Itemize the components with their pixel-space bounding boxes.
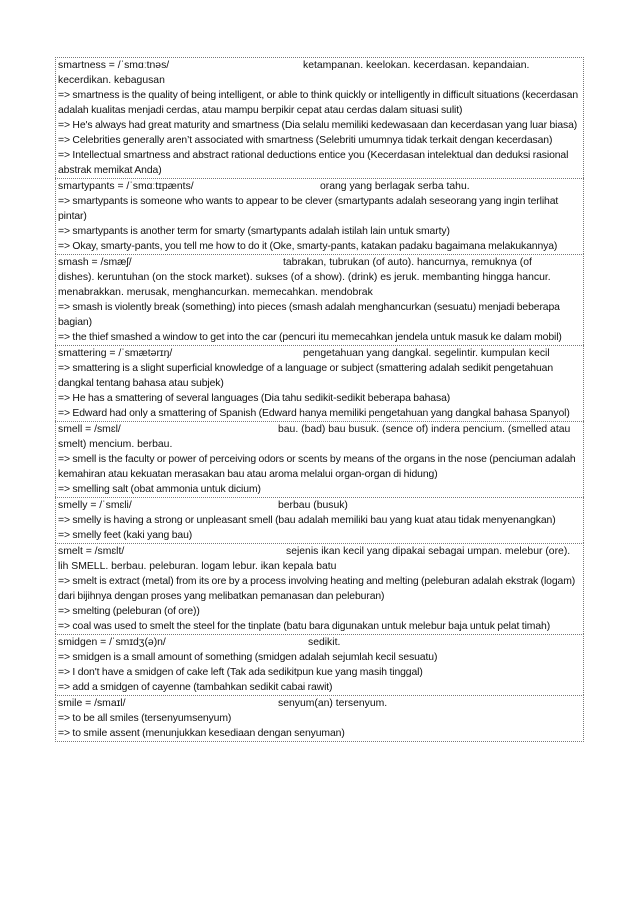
example-line: => add a smidgen of cayenne (tambahkan sedikit cabai rawit) bbox=[58, 682, 333, 693]
definition: senyum(an) tersenyum. bbox=[278, 698, 388, 709]
definition: tabrakan, tubrukan (of auto). hancurnya, remuknya (of bbox=[283, 257, 532, 268]
example-line: => He has a smattering of several languages (Dia tahu sedikit-sedikit beberapa bahasa) bbox=[58, 393, 451, 404]
definition: bau. (bad) bau busuk. (sence of) indera pencium. (smelled atau bbox=[278, 424, 571, 435]
example-line: => Intellectual smartness and abstract rational deductions entice you (Kecerdasan intelektual dan deduksi rasional abstrak memikat Anda) bbox=[58, 150, 569, 176]
definition-continuation: kecerdikan. kebagusan bbox=[58, 75, 165, 86]
entry-smelly bbox=[55, 497, 584, 543]
example-line: => Okay, smarty-pants, you tell me how to do it (Oke, smarty-pants, katakan padaku bagaimana melakukannya) bbox=[58, 241, 558, 252]
entry-smidgen bbox=[55, 634, 584, 695]
example-line: => smartypants is another term for smarty (smartypants adalah istilah lain untuk smarty) bbox=[58, 226, 450, 237]
definition: sedikit. bbox=[308, 637, 341, 648]
example-line: => to smile assent (menunjukkan kesediaan dengan senyuman) bbox=[58, 728, 345, 739]
example-line: => Celebrities generally aren’t associated with smartness (Selebriti umumnya tidak terkait dengan kecerdasan) bbox=[58, 135, 553, 146]
definition-continuation: lih SMELL. berbau. peleburan. logam lebur. ikan kepala batu bbox=[58, 561, 337, 572]
entry-headline bbox=[58, 179, 582, 194]
headword: smell = /smɛl/ bbox=[58, 424, 121, 435]
definition: pengetahuan yang dangkal. segelintir. kumpulan kecil bbox=[303, 348, 550, 359]
example-line: => smash is violently break (something) into pieces (smash adalah menghancurkan (sesuatu) menjadi beberapa bagian) bbox=[58, 302, 560, 328]
definition-continuation: smelt) mencium. berbau. bbox=[58, 439, 173, 450]
example-line: => smattering is a slight superficial knowledge of a language or subject (smattering adalah sedikit pengetahuan dangkal tentang bahasa atau subjek) bbox=[58, 363, 554, 389]
headword: smattering = /ˈsmætərɪŋ/ bbox=[58, 348, 173, 359]
entry-smartypants bbox=[55, 178, 584, 254]
example-line: => to be all smiles (tersenyumsenyum) bbox=[58, 713, 232, 724]
example-line: => the thief smashed a window to get into the car (pencuri itu memecahkan jendela untuk masuk ke dalam mobil) bbox=[58, 332, 562, 343]
definition: orang yang berlagak serba tahu. bbox=[320, 181, 470, 192]
entry-headline bbox=[58, 544, 582, 559]
entry-headline bbox=[58, 58, 582, 73]
headword: smartness = /ˈsmɑːtnəs/ bbox=[58, 60, 170, 71]
entry-smile bbox=[55, 695, 584, 742]
entry-headline bbox=[58, 635, 582, 650]
entry-headline bbox=[58, 696, 582, 711]
entry-headline bbox=[58, 255, 582, 270]
entry-smattering bbox=[55, 345, 584, 421]
example-line: => smelly is having a strong or unpleasant smell (bau adalah memiliki bau yang kuat atau tidak menyenangkan) bbox=[58, 515, 556, 526]
example-line: => smartypants is someone who wants to appear to be clever (smartypants adalah seseorang yang ingin terlihat pintar) bbox=[58, 196, 559, 222]
example-line: => Edward had only a smattering of Spanish (Edward hanya memiliki pengetahuan yang dangkal bahasa Spanyol) bbox=[58, 408, 570, 419]
definition: ketampanan. keelokan. kecerdasan. kepandaian. bbox=[303, 60, 530, 71]
entry-smash bbox=[55, 254, 584, 345]
example-line: => smell is the faculty or power of perceiving odors or scents by means of the organs in the nose (penciuman adalah kemahiran atau kekuatan merasakan bau atau aroma melalui organ-organ di hidung) bbox=[58, 454, 576, 480]
definition: berbau (busuk) bbox=[278, 500, 348, 511]
example-line: => smelly feet (kaki yang bau) bbox=[58, 530, 193, 541]
definition-continuation: dishes). keruntuhan (on the stock market). sukses (of a show). (drink) es jeruk. membanting hingga hancur. menabrakkan. merusak, menghancurkan. memecahkan. mendobrak bbox=[58, 272, 551, 298]
headword: smidgen = /ˈsmɪdʒ(ə)n/ bbox=[58, 637, 166, 648]
headword: smartypants = /ˈsmɑːtɪpænts/ bbox=[58, 181, 194, 192]
headword: smelt = /smɛlt/ bbox=[58, 546, 125, 557]
example-line: => He's always had great maturity and smartness (Dia selalu memiliki kedewasaan dan kecerdasan yang luar biasa) bbox=[58, 120, 578, 131]
definition: sejenis ikan kecil yang dipakai sebagai umpan. melebur (ore). bbox=[286, 546, 571, 557]
example-line: => I don't have a smidgen of cake left (Tak ada sedikitpun kue yang masih tinggal) bbox=[58, 667, 423, 678]
example-line: => smidgen is a small amount of something (smidgen adalah sejumlah kecil sesuatu) bbox=[58, 652, 438, 663]
headword: smile = /smaɪl/ bbox=[58, 698, 126, 709]
dictionary-page bbox=[55, 57, 584, 742]
entry-smelt bbox=[55, 543, 584, 634]
entry-smell bbox=[55, 421, 584, 497]
example-line: => smelting (peleburan (of ore)) bbox=[58, 606, 200, 617]
entry-headline bbox=[58, 346, 582, 361]
example-line: => smelling salt (obat ammonia untuk dicium) bbox=[58, 484, 261, 495]
example-line: => smelt is extract (metal) from its ore by a process involving heating and melting (peleburan adalah ekstrak (logam) dari bijihnya dengan proses yang melibatkan pemanasan dan peleburan) bbox=[58, 576, 576, 602]
example-line: => coal was used to smelt the steel for the tinplate (batu bara digunakan untuk melebur baja untuk pelat timah) bbox=[58, 621, 551, 632]
headword: smash = /smæʃ/ bbox=[58, 257, 132, 268]
example-line: => smartness is the quality of being intelligent, or able to think quickly or intelligently in difficult situations (kecerdasan adalah kualitas menjadi cerdas, atau mampu berpikir cepat atau cerdas dalam situasi sulit) bbox=[58, 90, 579, 116]
headword: smelly = /ˈsmɛli/ bbox=[58, 500, 132, 511]
entry-smartness bbox=[55, 57, 584, 178]
entry-headline bbox=[58, 498, 582, 513]
entry-headline bbox=[58, 422, 582, 437]
